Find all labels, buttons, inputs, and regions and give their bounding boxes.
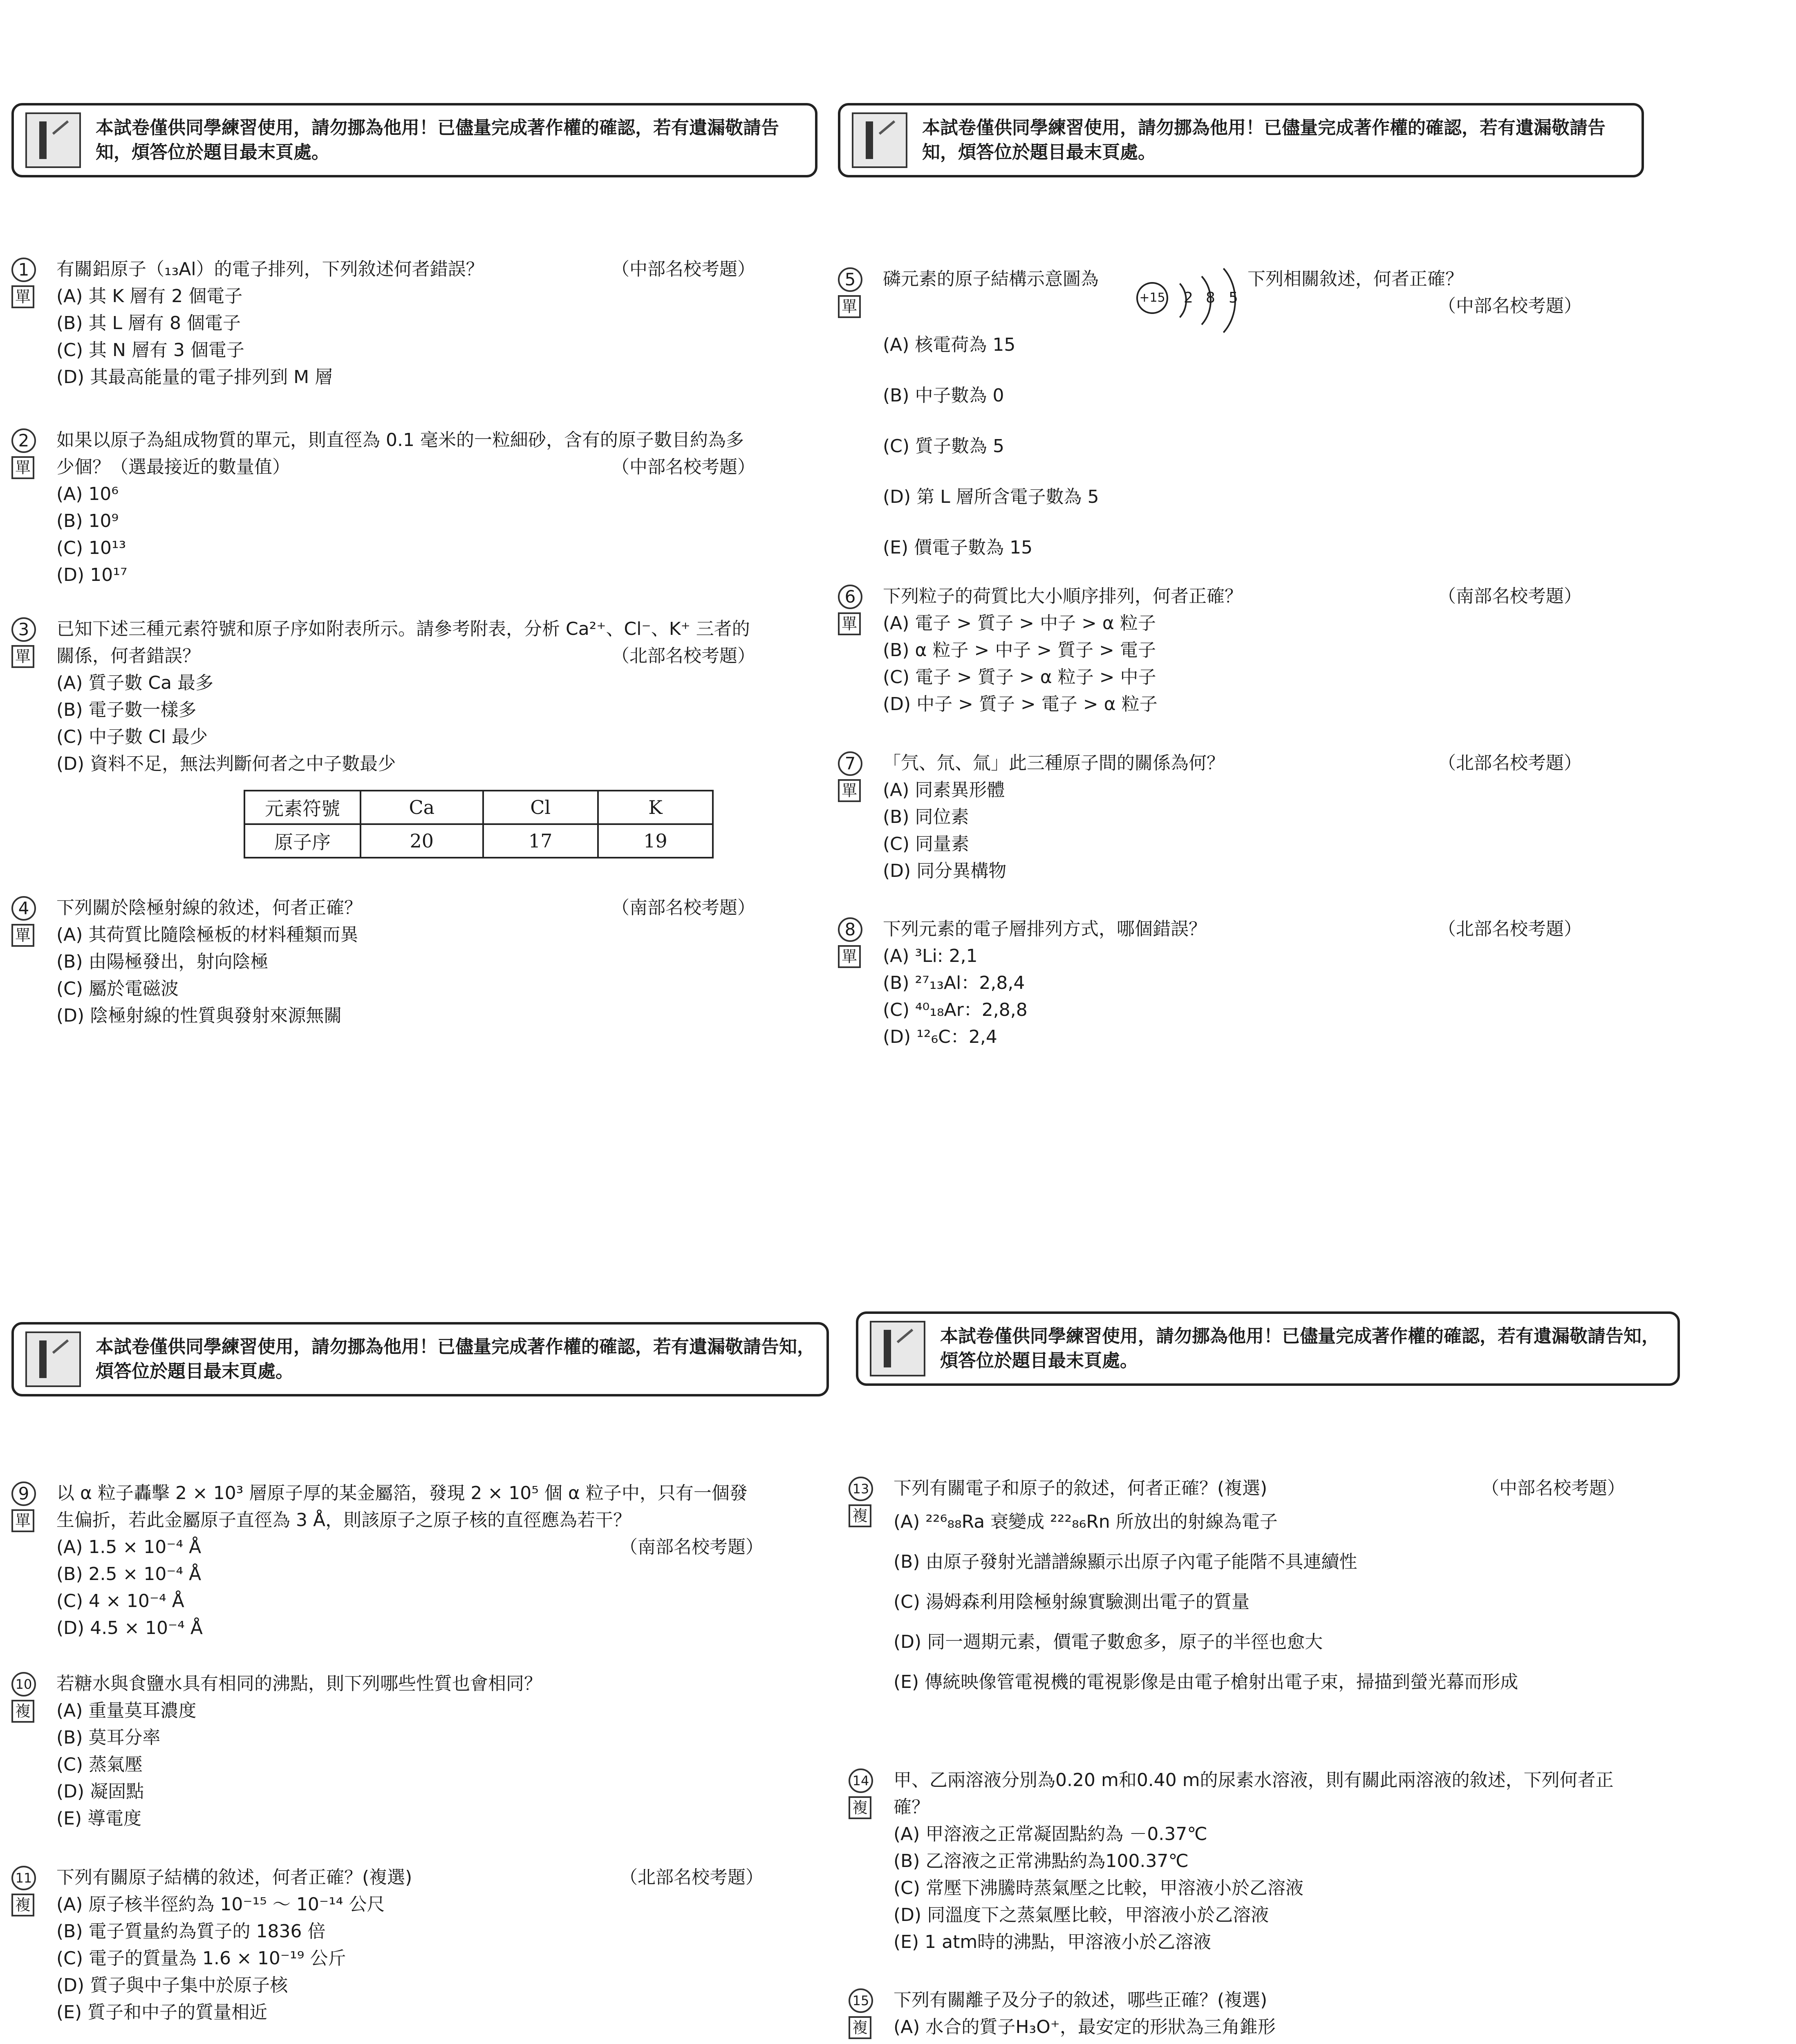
option: (C) 蒸氣壓 <box>56 1754 143 1775</box>
notice-text: 本試卷僅供同學練習使用，請勿挪為他用！已儘量完成著作權的確認，若有遺漏敬請告知，煩答位於題目最末頁處。 <box>96 1336 815 1382</box>
nucleus: +15 <box>1136 282 1168 314</box>
question-stem: 如果以原子為組成物質的單元，則直徑為 0.1 毫米的一粒細砂，含有的原子數目約為多少個？（選最接近的數量值） <box>56 430 744 477</box>
question-type-tag: 複 <box>849 2016 871 2039</box>
question-source: （中部名校考題） <box>611 259 755 280</box>
question-stem: 以 α 粒子轟擊 2 × 10³ 層原子厚的某金屬箔，發現 2 × 10⁵ 個 α 粒子中，只有一個發生偏折，若此金屬原子直徑為 3 Å，則該原子之原子核的直徑應為若干？ <box>56 1483 748 1531</box>
option: (A) ³Li: 2,1 <box>883 946 978 966</box>
element-table <box>244 790 714 858</box>
copyright-notice-1 <box>11 103 817 177</box>
question-10 <box>11 1670 764 1832</box>
option: (A) 10⁶ <box>56 484 119 504</box>
question-11 <box>11 1864 764 2026</box>
table-cell: Cl <box>483 791 598 824</box>
pencil-icon <box>870 1321 925 1376</box>
shell-electron-count: 2 <box>1184 289 1193 306</box>
question-number: 15 <box>849 1988 873 2013</box>
option: (E) 質子和中子的質量相近 <box>56 2002 268 2023</box>
shell-electron-count: 8 <box>1206 289 1215 306</box>
question-source: （中部名校考題） <box>611 457 755 477</box>
table-cell: K <box>598 791 713 824</box>
option: (B) 同位素 <box>883 807 969 827</box>
option: (A) 重量莫耳濃度 <box>56 1700 197 1721</box>
question-stem: 磷元素的原子結構示意圖為 <box>883 269 1099 289</box>
question-6 <box>838 583 1582 718</box>
question-stem: 甲、乙兩溶液分別為0.20 m和0.40 m的尿素水溶液，則有關此兩溶液的敘述，下列何者正確？ <box>894 1770 1614 1818</box>
question-type-tag: 單 <box>838 295 861 318</box>
question-number: 14 <box>849 1768 873 1793</box>
copyright-notice-2 <box>838 103 1644 177</box>
table-cell: 19 <box>598 824 713 858</box>
option: (A) 其 K 層有 2 個電子 <box>56 286 243 307</box>
shell-electron-count: 5 <box>1229 289 1238 306</box>
table-header-atomic-number: 原子序 <box>244 824 361 858</box>
question-type-tag: 單 <box>11 456 34 479</box>
question-type-tag: 單 <box>11 924 34 947</box>
option <box>849 2041 1625 2044</box>
option: (C) 電子 > 質子 > α 粒子 > 中子 <box>883 667 1156 688</box>
question-source: （中部名校考題） <box>1481 1478 1625 1499</box>
option: (C) 其 N 層有 3 個電子 <box>56 340 244 361</box>
table-cell: 17 <box>483 824 598 858</box>
option: (A) ²²⁶₈₈Ra 衰變成 ²²²₈₆Rn 所放出的射線為電子 <box>894 1511 1278 1532</box>
question-number: 1 <box>11 258 36 282</box>
question-number: 8 <box>838 917 862 942</box>
option: (A) 電子 > 質子 > 中子 > α 粒子 <box>883 613 1156 634</box>
option: (D) 4.5 × 10⁻⁴ Å <box>56 1618 203 1638</box>
question-stem: 下列粒子的荷質比大小順序排列，何者正確？ <box>883 586 1243 607</box>
question-number: 4 <box>11 896 36 921</box>
option: (B) 電子質量約為質子的 1836 倍 <box>56 1921 326 1942</box>
question-source: （北部名校考題） <box>611 645 755 666</box>
question-stem: 下列關於陰極射線的敘述，何者正確？ <box>56 897 362 918</box>
option: (C) 質子數為 5 <box>883 436 1005 457</box>
option: (B) α 粒子 > 中子 > 質子 > 電子 <box>883 640 1156 661</box>
table-cell: Ca <box>361 791 483 824</box>
question-number: 3 <box>11 617 36 642</box>
option: (B) 由原子發射光譜譜線顯示出原子內電子能階不具連續性 <box>894 1551 1357 1572</box>
option: (C) 常壓下沸騰時蒸氣壓之比較，甲溶液小於乙溶液 <box>894 1878 1304 1898</box>
option: (E) 傳統映像管電視機的電視影像是由電子槍射出電子束，掃描到螢光幕而形成 <box>894 1672 1518 1692</box>
option: (D) 凝固點 <box>56 1781 144 1802</box>
question-stem: 下列有關原子結構的敘述，何者正確？(複選) <box>56 1867 412 1888</box>
question-type-tag: 單 <box>838 779 861 802</box>
option: (B) ²⁷₁₃Al：2,8,4 <box>883 973 1025 993</box>
question-7 <box>838 750 1582 885</box>
option: (C) ⁴⁰₁₈Ar：2,8,8 <box>883 1000 1028 1020</box>
question-4 <box>11 894 755 1029</box>
question-source: （中部名校考題） <box>1438 296 1582 316</box>
option: (D) 其最高能量的電子排列到 M 層 <box>56 367 333 388</box>
option: (A) 1.5 × 10⁻⁴ Å <box>56 1537 202 1558</box>
question-number: 2 <box>11 428 36 453</box>
pencil-icon <box>25 112 81 168</box>
question-type-tag: 單 <box>11 285 34 308</box>
question-source: （北部名校考題） <box>1438 919 1582 939</box>
notice-text: 本試卷僅供同學練習使用，請勿挪為他用！已儘量完成著作權的確認，若有遺漏敬請告知，煩答位於題目最末頁處。 <box>940 1326 1659 1371</box>
option: (B) 電子數一樣多 <box>56 699 197 720</box>
option: (B) 10⁹ <box>56 511 119 531</box>
option: (D) 陰極射線的性質與發射來源無關 <box>56 1005 342 1026</box>
question-stem: 已知下述三種元素符號和原子序如附表所示。請參考附表，分析 Ca²⁺、Cl⁻、K⁺ 三者的關係，何者錯誤？ <box>56 619 750 666</box>
question-number: 13 <box>849 1477 873 1501</box>
question-number: 7 <box>838 751 862 776</box>
question-type-tag: 單 <box>838 945 861 968</box>
question-stem: 「氕、氘、氚」此三種原子間的關係為何？ <box>883 753 1225 773</box>
question-source: （南部名校考題） <box>611 897 755 918</box>
question-stem: 下列有關離子及分子的敘述，哪些正確？(複選) <box>894 1990 1268 2010</box>
question-15 <box>849 1987 1625 2044</box>
question-8 <box>838 916 1582 1051</box>
question-source: （北部名校考題） <box>1438 753 1582 773</box>
option: (A) 核電荷為 15 <box>883 334 1016 355</box>
option: (D) 同溫度下之蒸氣壓比較，甲溶液小於乙溶液 <box>894 1905 1269 1925</box>
option: (B) 由陽極發出，射向陰極 <box>56 951 269 972</box>
question-type-tag: 複 <box>849 1796 871 1819</box>
option: (E) 價電子數為 15 <box>883 537 1033 558</box>
question-source: （南部名校考題） <box>620 1537 764 1558</box>
option: (C) 10¹³ <box>56 538 126 558</box>
pencil-icon <box>852 112 907 168</box>
option: (D) 同分異構物 <box>883 861 1007 881</box>
question-stem: 有關鋁原子（₁₃Al）的電子排列，下列敘述何者錯誤？ <box>56 259 484 280</box>
question-9 <box>11 1480 764 1642</box>
option: (A) 質子數 Ca 最多 <box>56 672 214 693</box>
option: (E) 1 atm時的沸點，甲溶液小於乙溶液 <box>894 1932 1212 1952</box>
option: (C) 電子的質量為 1.6 × 10⁻¹⁹ 公斤 <box>56 1948 346 1969</box>
question-stem-2: 下列相關敘述，何者正確？ <box>1247 269 1463 289</box>
option: (D) 第 L 層所含電子數為 5 <box>883 486 1099 507</box>
option: (B) 其 L 層有 8 個電子 <box>56 313 241 334</box>
option: (C) 中子數 Cl 最少 <box>56 726 208 747</box>
question-type-tag: 複 <box>11 1700 34 1723</box>
notice-text: 本試卷僅供同學練習使用，請勿挪為他用！已儘量完成著作權的確認，若有遺漏敬請告知，煩答位於題目最末頁處。 <box>96 117 779 163</box>
option: (D) 同一週期元素，價電子數愈多，原子的半徑也愈大 <box>894 1632 1323 1652</box>
option: (A) 原子核半徑約為 10⁻¹⁵ ～ 10⁻¹⁴ 公尺 <box>56 1894 385 1915</box>
option: (C) 屬於電磁波 <box>56 978 179 999</box>
option: (E) 導電度 <box>56 1808 142 1829</box>
option: (D) ¹²₆C：2,4 <box>883 1026 997 1047</box>
question-type-tag: 複 <box>849 1504 871 1527</box>
question-1 <box>11 256 755 391</box>
question-3 <box>11 616 755 778</box>
table-header-symbol: 元素符號 <box>244 791 361 824</box>
option: (C) 湯姆森利用陰極射線實驗測出電子的質量 <box>894 1591 1250 1612</box>
option: (D) 資料不足，無法判斷何者之中子數最少 <box>56 753 396 774</box>
question-stem: 若糖水與食鹽水具有相同的沸點，則下列哪些性質也會相同？ <box>56 1673 542 1694</box>
table-cell: 20 <box>361 824 483 858</box>
question-type-tag: 單 <box>11 1509 34 1532</box>
question-number: 11 <box>11 1866 36 1890</box>
option: (D) 10¹⁷ <box>56 565 128 585</box>
question-13 <box>849 1475 1625 1702</box>
pencil-icon <box>25 1331 81 1387</box>
question-stem: 下列有關電子和原子的敘述，何者正確？(複選) <box>894 1478 1268 1499</box>
question-stem: 下列元素的電子層排列方式，哪個錯誤？ <box>883 919 1207 939</box>
question-number: 5 <box>838 267 862 292</box>
question-type-tag: 複 <box>11 1894 34 1916</box>
option: (B) 乙溶液之正常沸點約為100.37℃ <box>894 1851 1189 1871</box>
copyright-notice-3 <box>11 1322 829 1396</box>
question-number: 6 <box>838 585 862 609</box>
question-source: （北部名校考題） <box>620 1867 764 1888</box>
option: (D) 質子與中子集中於原子核 <box>56 1975 288 1996</box>
question-source: （南部名校考題） <box>1438 586 1582 607</box>
option: (C) 4 × 10⁻⁴ Å <box>56 1591 184 1611</box>
option: (D) 中子 > 質子 > 電子 > α 粒子 <box>883 694 1158 715</box>
option: (B) 莫耳分率 <box>56 1727 161 1748</box>
option: (A) 甲溶液之正常凝固點約為 －0.37℃ <box>894 1824 1207 1845</box>
question-number: 10 <box>11 1672 36 1697</box>
option: (B) 中子數為 0 <box>883 385 1004 406</box>
option: (A) 同素異形體 <box>883 780 1005 800</box>
question-type-tag: 單 <box>11 645 34 668</box>
option: (B) 2.5 × 10⁻⁴ Å <box>56 1564 202 1585</box>
question-2 <box>11 427 755 589</box>
shell-arc <box>1161 256 1236 345</box>
question-14 <box>849 1767 1625 1956</box>
notice-text: 本試卷僅供同學練習使用，請勿挪為他用！已儘量完成著作權的確認，若有遺漏敬請告知，煩答位於題目最末頁處。 <box>922 117 1606 163</box>
option: (A) 水合的質子H₃O⁺，最安定的形狀為三角錐形 <box>894 2017 1276 2037</box>
copyright-notice-4 <box>856 1311 1680 1386</box>
option: (C) 同量素 <box>883 834 970 854</box>
question-type-tag: 單 <box>838 612 861 635</box>
question-number: 9 <box>11 1481 36 1506</box>
option: (A) 其荷質比隨陰極板的材料種類而異 <box>56 924 358 945</box>
